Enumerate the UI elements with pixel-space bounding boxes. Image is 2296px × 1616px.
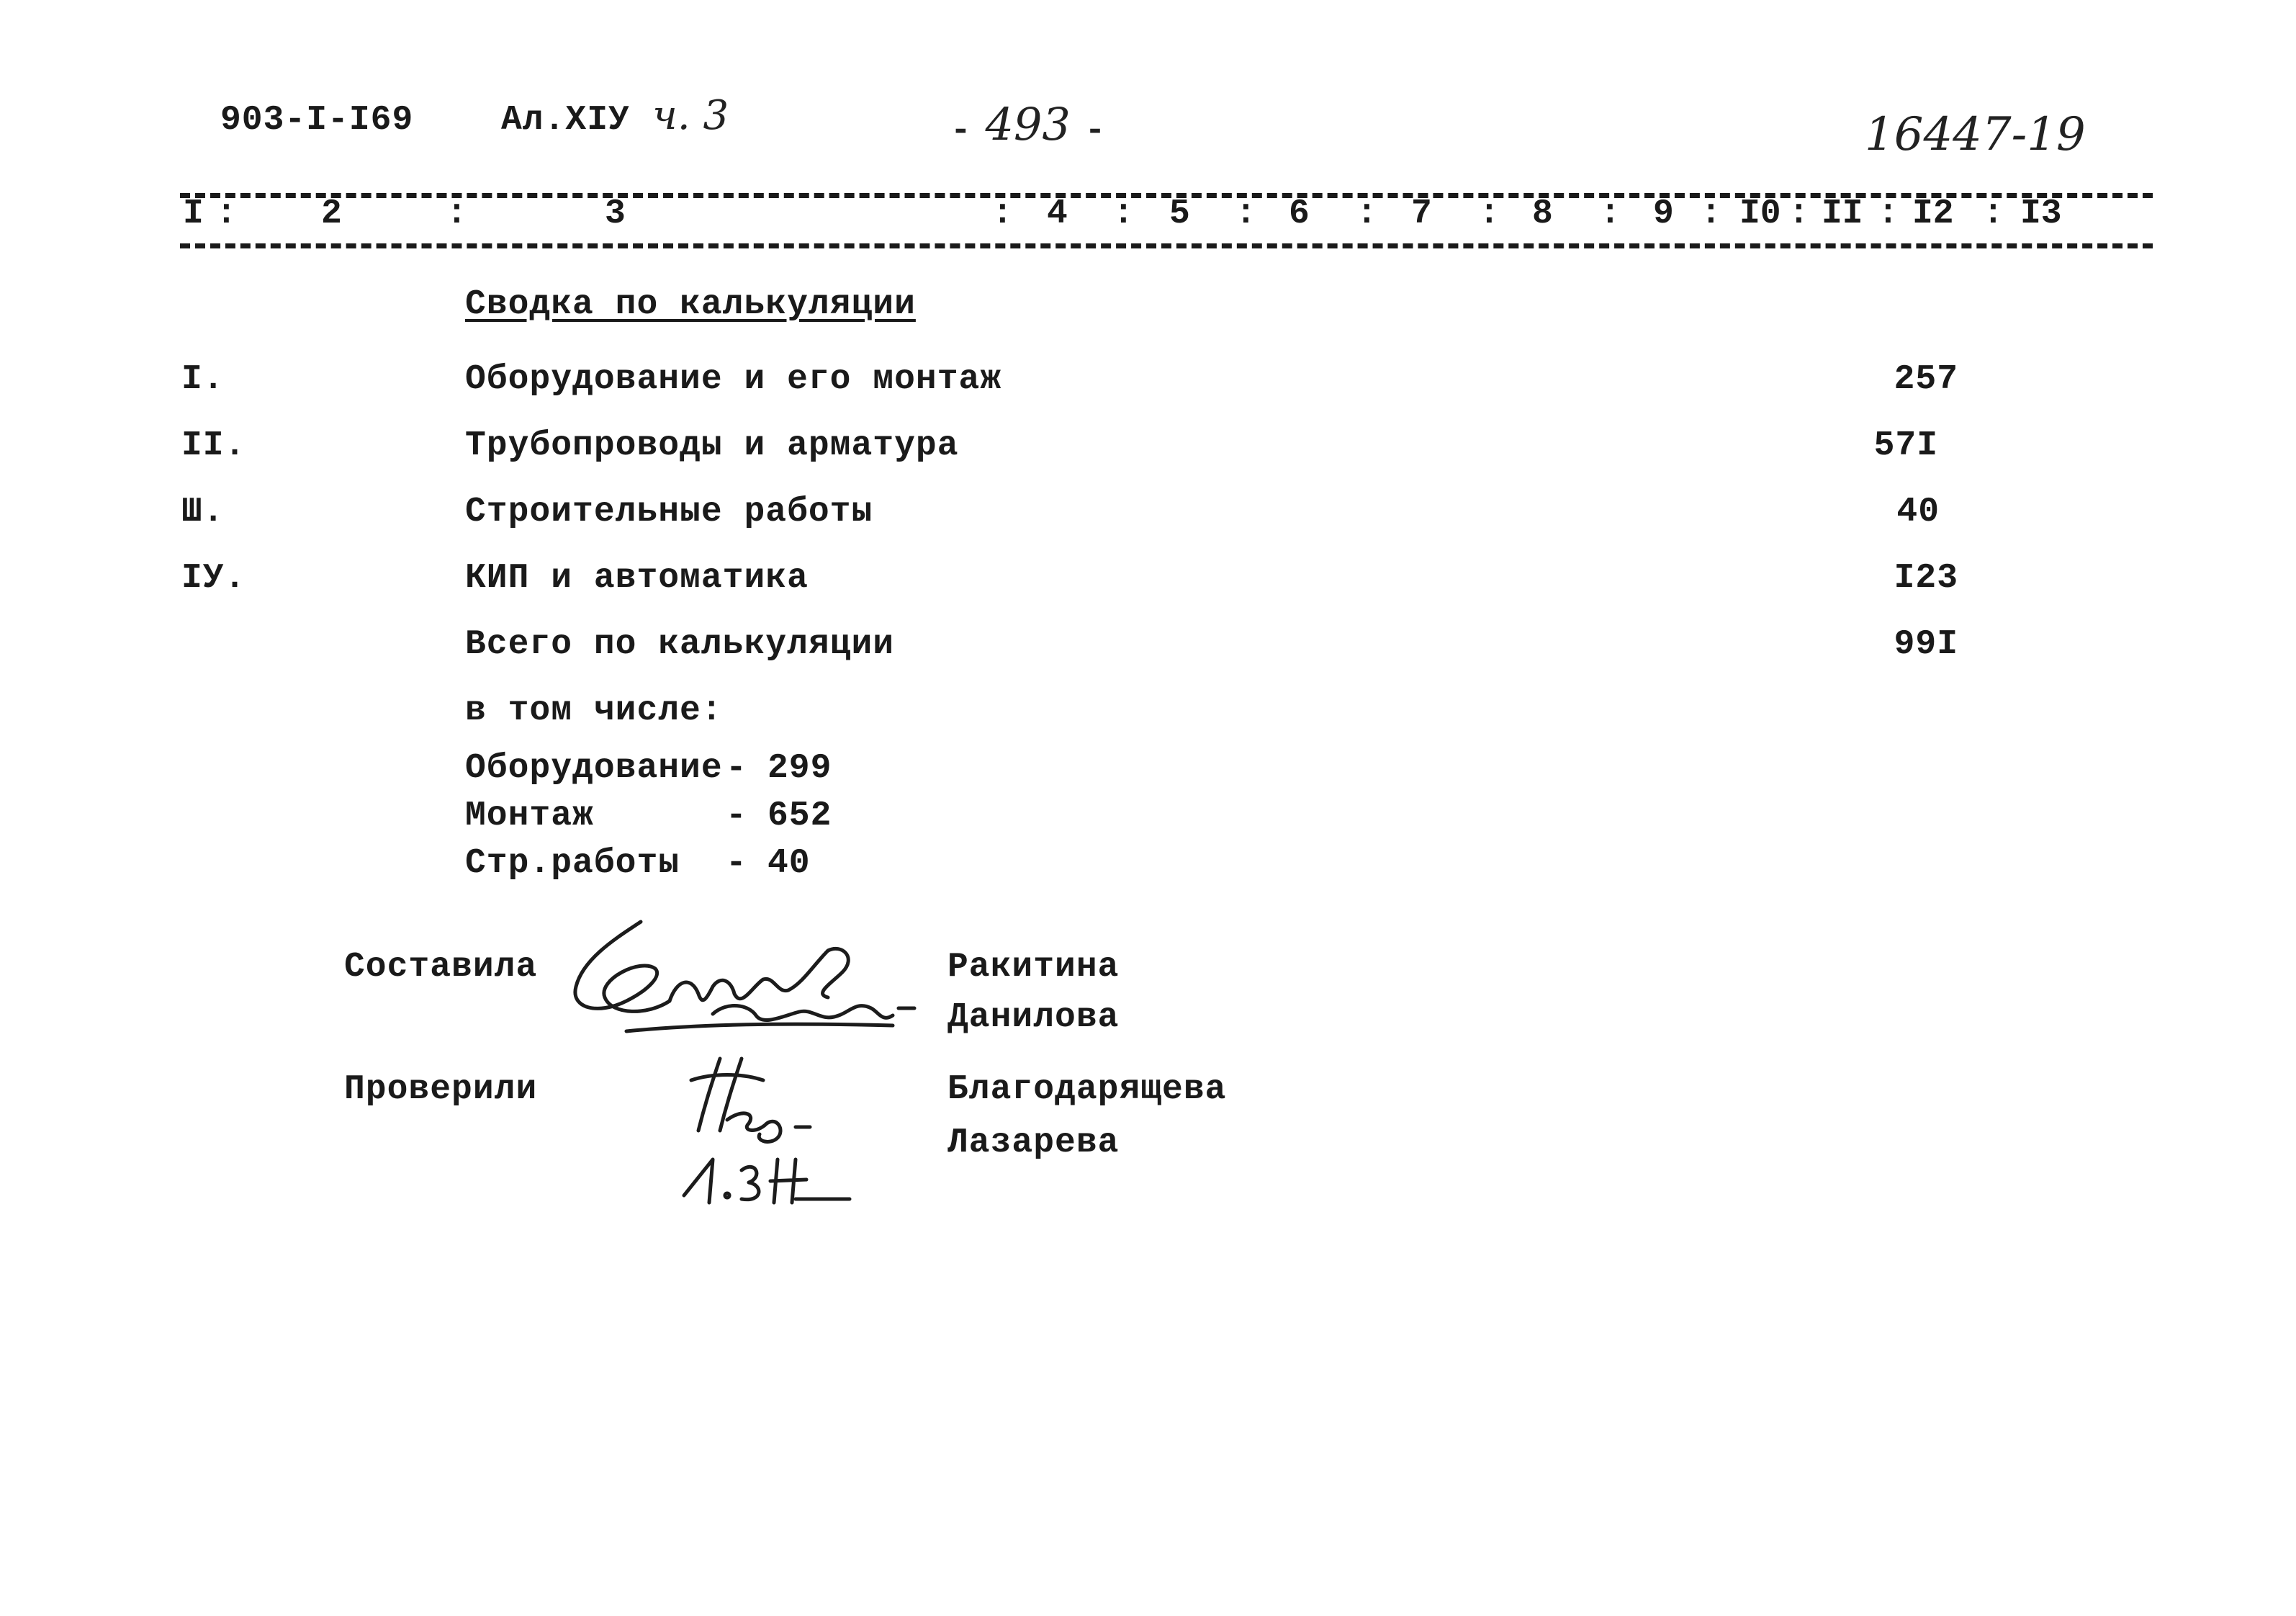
breakdown-dash: -	[726, 796, 747, 835]
column-number: 2	[321, 194, 342, 233]
breakdown-label: Оборудование	[465, 749, 723, 788]
page-prefix-dash: -	[950, 112, 971, 151]
compiled-label: Составила	[344, 948, 538, 987]
column-separator: :	[1701, 194, 1721, 233]
including-label: в том числе:	[465, 691, 723, 730]
breakdown-value: 299	[767, 749, 832, 788]
column-number: 8	[1532, 194, 1553, 233]
page-suffix-dash: -	[1084, 112, 1106, 151]
row-number: IУ.	[181, 559, 246, 598]
column-separator: :	[1113, 194, 1134, 233]
column-number: I3	[2020, 194, 2062, 233]
row-value: I23	[1894, 559, 1958, 598]
row-number: II.	[181, 426, 246, 465]
compiled-name: Ракитина	[947, 948, 1120, 987]
inventory-number: 16447-19	[1865, 108, 2086, 161]
row-number: I.	[181, 360, 225, 399]
column-number: I	[183, 194, 204, 233]
total-label: Всего по калькуляции	[465, 625, 895, 664]
column-separator: :	[1983, 194, 2004, 233]
breakdown-dash: -	[726, 749, 747, 788]
column-separator: :	[1788, 194, 1809, 233]
row-number: Ш.	[181, 493, 225, 531]
breakdown-label: Стр.работы	[465, 844, 680, 883]
row-label: Строительные работы	[465, 493, 873, 531]
column-number: 6	[1289, 194, 1310, 233]
breakdown-value: 652	[767, 796, 832, 835]
album-part-handwritten: ч. 3	[652, 92, 729, 139]
column-number: I0	[1739, 194, 1781, 233]
column-separator: :	[1878, 194, 1899, 233]
row-value: 57I	[1873, 426, 1938, 465]
column-number: 7	[1411, 194, 1432, 233]
breakdown-value: 40	[767, 844, 811, 883]
row-label: КИП и автоматика	[465, 559, 809, 598]
column-separator: :	[1356, 194, 1377, 233]
column-number: I2	[1912, 194, 1954, 233]
album-number: Ал.XIУ	[501, 101, 630, 140]
column-number: 4	[1047, 194, 1068, 233]
row-value: 40	[1896, 493, 1940, 531]
breakdown-dash: -	[726, 844, 747, 883]
page-number	[950, 98, 1105, 151]
column-row-bottom-rule	[180, 243, 2153, 248]
column-separator: :	[1600, 194, 1621, 233]
page-number-value: 493	[985, 98, 1071, 151]
total-value: 99I	[1894, 625, 1958, 664]
breakdown-label: Монтаж	[465, 796, 594, 835]
column-number: 3	[605, 194, 626, 233]
checked-label: Проверили	[344, 1070, 538, 1109]
column-separator: :	[446, 194, 467, 233]
checker-signatures	[670, 1051, 900, 1239]
row-value: 257	[1894, 360, 1958, 399]
column-separator: :	[992, 194, 1013, 233]
checked-name: Благодарящева	[947, 1070, 1227, 1109]
column-number: 9	[1653, 194, 1674, 233]
column-separator: :	[1479, 194, 1500, 233]
row-label: Трубопроводы и арматура	[465, 426, 959, 465]
column-separator: :	[216, 194, 237, 233]
column-number: II	[1822, 194, 1863, 233]
row-label: Оборудование и его монтаж	[465, 360, 1002, 399]
column-separator: :	[1235, 194, 1256, 233]
document-code: 903-I-I69	[220, 101, 414, 140]
summary-title: Сводка по калькуляции	[465, 285, 916, 324]
column-number: 5	[1169, 194, 1190, 233]
checked-name: Лазарева	[947, 1123, 1120, 1162]
compiled-name: Данилова	[947, 998, 1120, 1037]
